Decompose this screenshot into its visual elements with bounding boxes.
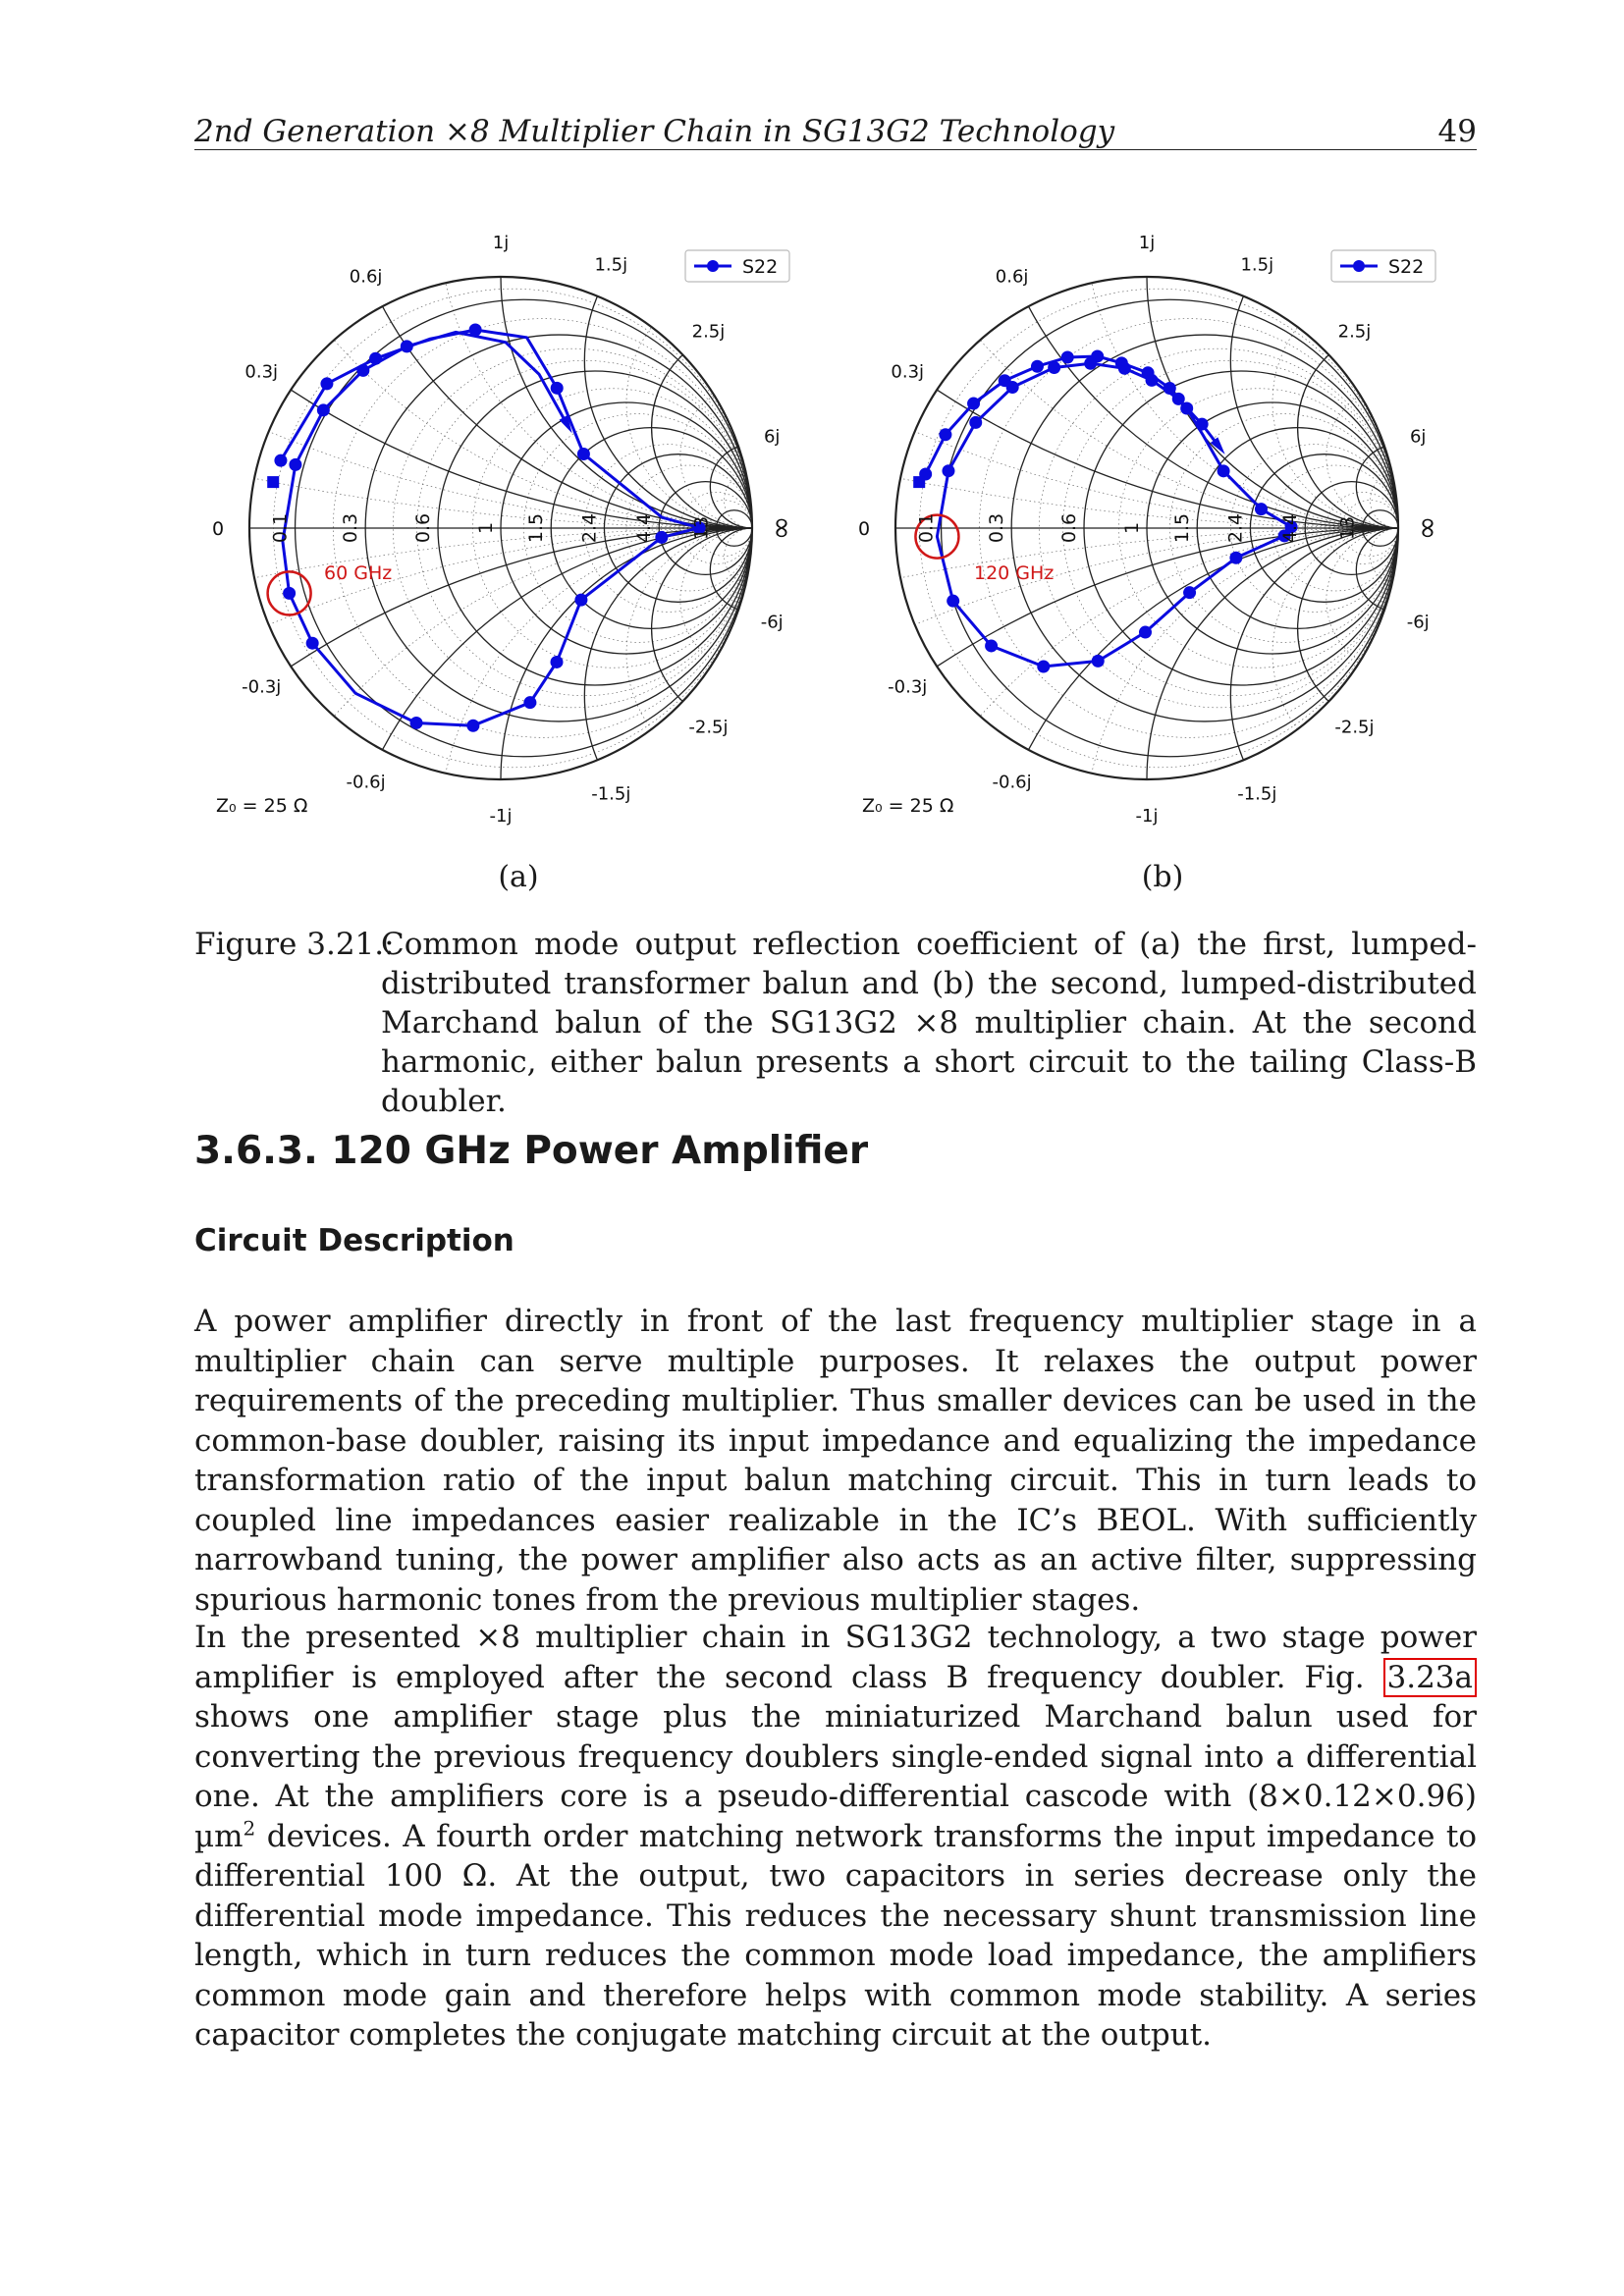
legend-label: S22	[1388, 256, 1425, 278]
real-axis-tick-label: 0.1	[915, 512, 938, 544]
trace-marker	[1048, 361, 1060, 374]
real-axis-tick-label: 1	[475, 521, 497, 535]
trace-marker	[1139, 626, 1152, 639]
real-axis-tick-label: 0.6	[412, 512, 434, 544]
trace-marker	[369, 352, 382, 365]
trace-marker	[942, 464, 954, 477]
trace-marker	[1006, 381, 1019, 394]
paragraph-1: A power amplifier directly in front of the last frequency multiplier stage in a multiplier chain can serve multiple purposes. It relaxes the output power requirements of the preceding multiplier. Thus smaller devices can be used in the common-base doubler, raising its input impedance and equalizing the impedance transformation ratio of the input balun matching circuit. This in turn leads to coupled line impedances easier realizable in the IC’s BEOL. With sufficiently narrowband tuning, the power amplifier also acts as an active filter, suppressing spurious harmonic tones from the previous multiplier stages.	[194, 1304, 1477, 1618]
paragraph-2	[194, 1618, 1477, 2056]
caption-text: Common mode output reflection coefficient of (a) the first, lumped-distributed transformer balun and (b) the second, lumped-distributed Marchand balun of the SG13G2 ×8 multiplier chain. At the second harmonic, either balun presents a short circuit to the tailing Class-B doubler.	[381, 927, 1477, 1119]
trace-marker	[1146, 374, 1159, 387]
trace-marker	[947, 595, 959, 608]
reactance-tick-label: -1j	[1135, 806, 1159, 827]
minor-gridline	[1272, 277, 1524, 528]
trace-marker	[306, 637, 319, 650]
trace-marker	[1196, 418, 1209, 431]
reactance-arc	[979, 0, 1624, 528]
figure-reference-link[interactable]: 3.23a	[1383, 1658, 1478, 1697]
superscript: 2	[243, 1816, 256, 1841]
figure-caption	[194, 925, 1477, 1121]
reactance-tick-label: -0.6j	[346, 772, 386, 793]
trace-marker	[356, 364, 369, 377]
real-axis-tick-label: 1	[1121, 521, 1143, 535]
reactance-tick-label: -0.3j	[888, 676, 928, 698]
real-axis-tick-label: 1.5	[1171, 512, 1194, 544]
reactance-tick-label: -1.5j	[1237, 783, 1277, 805]
real-axis-tick-label: 2.4	[578, 512, 601, 544]
smith-chart-a-plot	[206, 216, 799, 844]
real-axis-tick-label: 4.4	[633, 512, 656, 544]
frequency-annotation: 120 GHz	[974, 562, 1055, 584]
reactance-tick-label: -6j	[1406, 612, 1430, 633]
trace-marker	[410, 717, 423, 729]
trace-marker	[1061, 351, 1074, 364]
page-number: 49	[1437, 114, 1477, 149]
subfigure-label-b: (b)	[1141, 860, 1184, 894]
real-axis-tick-label: 0.1	[269, 512, 292, 544]
legend-label: S22	[742, 256, 779, 278]
reactance-tick-label: 6j	[763, 426, 781, 448]
reactance-tick-label: 1.5j	[594, 254, 628, 276]
reactance-arc	[652, 327, 853, 528]
trace-marker	[551, 382, 564, 395]
trace-marker	[1084, 357, 1097, 370]
reactance-tick-label: 1.5j	[1240, 254, 1274, 276]
reactance-arc	[1230, 193, 1565, 528]
left-edge-label: 0	[857, 518, 871, 540]
reactance-tick-label: -0.6j	[992, 772, 1032, 793]
reactance-tick-label: 0.3j	[891, 361, 925, 383]
reactance-tick-label: 1j	[1138, 233, 1156, 253]
trace-marker	[1218, 464, 1230, 477]
right-edge-label: ∞	[1411, 515, 1445, 541]
reactance-arc	[1230, 528, 1565, 863]
reactance-tick-label: -1.5j	[591, 783, 631, 805]
trace-marker	[574, 594, 587, 607]
trace-marker	[1255, 503, 1268, 515]
right-edge-label: ∞	[765, 515, 799, 541]
real-axis-tick-label: 13	[1336, 515, 1359, 541]
trace-marker	[985, 639, 998, 652]
section-heading: 3.6.3. 120 GHz Power Amplifier	[194, 1129, 869, 1173]
trace-marker	[466, 720, 479, 732]
trace-marker	[550, 656, 563, 668]
paragraph-2-text-c: devices. A fourth order matching network transforms the input impedance to differential 100 Ω. At the output, two capacitors in series decrease only the differential mode impedance. This reduces the necessary shunt transmission line length, which in turn reduces the common mode load impedance, the amplifiers common mode gain and therefore helps with common mode stability. A series capacitor completes the conjugate matching circuit at the output.	[194, 1818, 1477, 2053]
real-axis-tick-label: 0.3	[986, 512, 1008, 544]
minor-gridline	[626, 528, 878, 779]
trace-marker	[1164, 382, 1176, 395]
trace-marker	[1118, 362, 1131, 375]
trace-marker	[1037, 660, 1050, 672]
reactance-tick-label: -6j	[760, 612, 784, 633]
trace-marker	[577, 448, 590, 460]
reactance-tick-label: 6j	[1409, 426, 1427, 448]
trace-marker	[469, 323, 482, 336]
z0-label: Z₀ = 25 Ω	[216, 795, 308, 817]
trace-marker	[655, 531, 668, 544]
caption-label: Figure 3.21.:	[194, 927, 395, 962]
reactance-tick-label: -2.5j	[1334, 717, 1375, 738]
z0-label: Z₀ = 25 Ω	[862, 795, 954, 817]
reactance-tick-label: 2.5j	[691, 321, 726, 343]
trace-marker	[523, 696, 536, 709]
trace-start-marker	[913, 476, 925, 488]
legend-box	[1331, 250, 1435, 282]
smith-data	[913, 349, 1297, 672]
paragraph-2-text-b: shows one amplifier stage plus the miniaturized Marchand balun used for converting the previous frequency doublers single-ended signal into a differential one. At the amplifiers core is a pseudo-differential cascode with (8×0.12×0.96) µm	[194, 1699, 1477, 1854]
reactance-tick-label: -1j	[489, 806, 513, 827]
subfigure-label-a: (a)	[498, 860, 539, 894]
minor-gridline	[626, 277, 878, 528]
minor-gridline	[1272, 528, 1524, 779]
reactance-tick-label: 2.5j	[1337, 321, 1372, 343]
real-axis-tick-label: 13	[690, 515, 713, 541]
trace-marker	[1229, 552, 1242, 564]
reactance-tick-label: 0.6j	[349, 266, 383, 288]
reactance-tick-label: 0.6j	[995, 266, 1029, 288]
subsection-heading: Circuit Description	[194, 1223, 514, 1258]
paragraph-2-text-a: In the presented ×8 multiplier chain in SG13G2 technology, a two stage power amplifier is employed after the second class B frequency doubler. Fig.	[194, 1620, 1477, 1695]
trace-marker	[320, 377, 333, 390]
real-axis-tick-label: 4.4	[1279, 512, 1302, 544]
reactance-tick-label: 1j	[492, 233, 510, 253]
trace-start-marker	[267, 476, 279, 488]
running-header	[194, 106, 1477, 150]
trace-marker	[1183, 586, 1196, 599]
trace-marker	[967, 398, 980, 410]
reactance-tick-label: -2.5j	[688, 717, 729, 738]
reactance-arc	[1298, 528, 1499, 729]
trace-marker	[1031, 360, 1044, 373]
trace-marker	[317, 403, 330, 416]
reactance-tick-label: -0.3j	[242, 676, 282, 698]
smith-labels	[858, 233, 1445, 827]
reactance-tick-label: 0.3j	[244, 361, 279, 383]
reactance-arc	[1298, 327, 1499, 528]
trace-marker	[289, 458, 301, 471]
real-axis-tick-label: 2.4	[1224, 512, 1247, 544]
reactance-arc	[652, 528, 853, 729]
legend-box	[685, 250, 789, 282]
trace-marker	[1172, 393, 1185, 405]
smith-chart-a	[206, 216, 799, 844]
frequency-annotation: 60 GHz	[324, 562, 393, 584]
trace-marker	[274, 454, 287, 467]
trace-marker	[939, 428, 951, 441]
running-title: 2nd Generation ×8 Multiplier Chain in SG13G2 Technology	[194, 114, 1115, 149]
real-axis-tick-label: 0.6	[1058, 512, 1080, 544]
trace-marker	[283, 587, 296, 600]
left-edge-label: 0	[211, 518, 225, 540]
smith-chart-b-plot	[852, 216, 1445, 844]
smith-chart-b	[852, 216, 1445, 844]
smith-labels	[212, 233, 799, 827]
minor-gridline	[839, 0, 1624, 528]
real-axis-tick-label: 1.5	[525, 512, 548, 544]
trace-marker	[401, 340, 413, 352]
real-axis-tick-label: 0.3	[340, 512, 362, 544]
trace-marker	[1092, 655, 1105, 667]
trace-marker	[969, 416, 982, 429]
